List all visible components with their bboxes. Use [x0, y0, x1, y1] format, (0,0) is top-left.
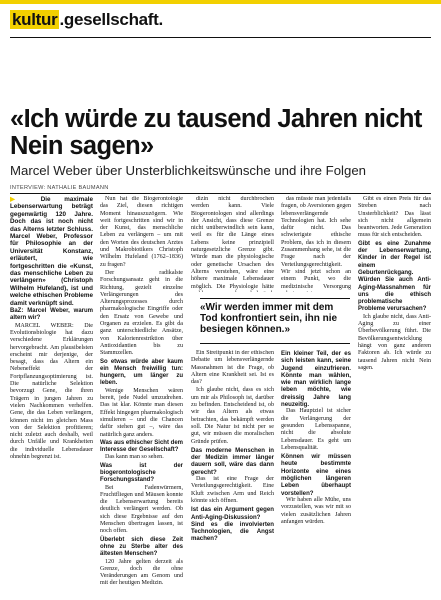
column-2	[100, 196, 183, 596]
body-paragraph: dizin nicht durchbrochen werden kann. Viele Biogerontologen sind allerdings der Ansicht, dass diese Grenze nicht unüberwindlich sein kann, weil es für die Länge eines Lebens keine prinzipiell naturgesetzliche Grenze gibt. Würde man die physiologische oder genetische Ursachen des Alterns verstehen, wäre eine höhere maximale Lebensdauer möglich. Die Physiologie hätte	[191, 196, 274, 290]
pull-quote-bottom-rule	[200, 343, 350, 344]
pull-quote-top-rule	[200, 298, 350, 299]
body-paragraph: Der radikalste Forschungsansatz geht in die Richtung, gezielt einzelne Verlängerungen des Alterungsprozesses durch pharmakologische Eingriffe oder den Ersatz von Gewebe und Organen zu erzielen. Es gibt da ganz unterschiedliche Ansätze, von Kalorienrestriktion über Antioxidantien bis zu Stammzellen.	[100, 269, 183, 357]
interview-credit: INTERVIEW: NATHALIE BAUMANN	[10, 185, 109, 191]
column-4-lower	[281, 350, 351, 596]
column-5	[358, 196, 431, 596]
intro-arrow-icon: ▶	[10, 196, 41, 203]
body-paragraph: Wir haben alle Mühe, uns vorzustellen, was wir mit so vielen zusätzlichen Jahren anfangen würden.	[281, 496, 351, 525]
credit-rule	[10, 193, 431, 194]
logo-kultur: kultur	[12, 10, 58, 29]
interview-question: Das moderne Menschen in der Medizin immer länger dauern soll, wäre das dann gerecht?	[191, 446, 274, 476]
interview-question: Gibt es eine Zunahme der Lebenserwartung, Kinder in der Regel ist einem Geburtenrückgang. Würden Sie auch Anti-Aging-Massnahmen für uns die ethisch problematische Probleme verursachen?	[358, 240, 431, 313]
pull-quote	[200, 298, 350, 344]
deck: Marcel Weber über Unsterblichkeitswünsche und ihre Folgen	[10, 163, 366, 178]
interview-question: Was aus ethischer Sicht dem Interesse der Gesellschaft?	[100, 439, 183, 454]
interview-question: BaZ: Marcel Weber, warum altern wir?	[10, 308, 93, 322]
body-paragraph: das müsste man jedenfalls fragen, ob Aversionen gegen lebensverlängernde Technologien hat. Ich sehe dafür nicht. Das schwierigste ethische Problem, das ich in diesem Zusammenhang sehe, ist die Frage nach der Verteilungsgerechtigkeit. Wir sind jetzt schon an einem Punkt, wo die medizinische Versorgung	[281, 196, 351, 290]
body-paragraph: Gibt es einen Preis für das Streben nach Unsterblichkeit? Das lässt sich nicht allgemein beantworten. Jede Generation muss für sich entscheiden.	[358, 196, 431, 239]
body-paragraph: MARCEL WEBER: Die Evolutionsbiologie hat dazu verschiedene Erklärungen hervorgebracht. Am plausibelsten erscheint mir derjenige, der besagt, dass das Altern ein Nebeneffekt der Fortpflanzungsoptimierung ist. Die natürliche Selektion bevorzugt Gene, die ihren Trägern in jungen Jahren zu vielen Nachkommen verhelfen. Gene, die das Leben verlängern, können nicht im gleichen Mass von der Selektion profitieren; nicht zuletzt auch deshalb, weil durch Unfälle und Krankheiten die individuelle Lebensdauer ohnehin begrenzt ist.	[10, 322, 93, 461]
interview-question: Überlebt sich diese Zeit ohne zu Sterbe alter des ältesten Menschen?	[100, 536, 183, 558]
body-paragraph: Ein Streitpunkt in der ethischen Debatte um lebensverlängernde Massnahmen ist die Frage, ob Altern eine Krankheit sei. Ist es das?	[191, 350, 274, 386]
body-paragraph: Das kann man so sehen.	[105, 454, 164, 461]
interview-question: Ein kleiner Teil, der es sich leisten kann, seine Jugend einzufrieren. Könnte man wählen, wie man wirklich lange leben möchte, wie dreissig Jahre lang neuzeitig.	[281, 350, 351, 409]
body-paragraph: Ich glaube nicht, dass Anti-Aging zu einer Überbevölkerung führt. Die Bevölkerungsentwicklung hängt von ganz anderen Faktoren ab. Ich würde zu tausend Jahren nicht Nein sagen.	[358, 313, 431, 371]
header-accent-bar	[0, 0, 441, 4]
column-4	[281, 196, 351, 292]
intro-paragraph: ▶ Die maximale Lebenserwartung beträgt gegenwärtig 120 Jahre. Doch das ist noch nicht das Alterns letzter Schluss. Marcel Weber, Professor für Philosophie an der Universität Konstanz, erläutert, wie fortgeschritten die «Kunst, das menschliche Leben zu verlängern» (Christoph Wilhelm Hufeland), ist und welche ethischen Probleme damit verknüpft sind.	[10, 196, 93, 307]
body-paragraph: Wenige Menschen wären bereit, jede Nudel umzudrehen. Das ist klar. Könnte man diesen Effekt hingegen pharmakologisch simulieren – und die Chancen dafür stehen gut –, wäre das natürlich ganz anders.	[100, 387, 183, 438]
interview-question: Ist das ein Argument gegen Anti-Aging-Diskussion? Sind es die involvierten Technologien, die Angst machen?	[191, 506, 274, 543]
interview-question: So etwas würde aber kaum ein Mensch freiwillig tun: hungern, um länger zu leben.	[100, 358, 183, 387]
column-3	[191, 196, 274, 292]
body-paragraph: Das ist eine Frage der Verteilungsgerechtigkeit. Eine Kluft zwischen Arm und Reich könnte sich öffnen.	[191, 476, 274, 504]
body-paragraph: 120 Jahre gelten derzeit als Grenze, doch die ohne Veränderungen am Genom und mit der heutigen Medizin.	[100, 558, 183, 587]
column-3-lower	[191, 350, 274, 596]
section-header	[0, 0, 441, 40]
body-paragraph: Bei Fadenwürmern, Fruchtfliegen und Mäusen konnte die Lebenserwartung bereits deutlich verlängert werden. Ob sich diese Ergebnisse auf den Menschen übertragen lassen, ist noch offen.	[100, 484, 183, 535]
logo-rest: .gesellschaft.	[59, 10, 163, 29]
header-rule	[10, 37, 431, 38]
interview-question: Was ist der biogerontologische Forschungsstand?	[100, 462, 183, 484]
section-logo	[10, 10, 163, 30]
body-paragraph: Ich glaube nicht, dass es sich um mir als Philosoph ist, darüber zu befinden. Entscheidend ist, ob wir das Altern als etwas betrachten, das bekämpft werden soll. Die Natur ist nicht per se gut, wir müssen die moralischen Gründe prüfen.	[191, 387, 274, 445]
column-1	[10, 196, 93, 596]
interview-question: Können wir müssen heute bestimmte Horizonte eine eines möglichen längeren Leben überhaupt vorstellen?	[281, 453, 351, 497]
body-paragraph: Das Hauptziel ist sicher die Verlängerung der gesunden Lebensspanne, nicht die absolute Lebensdauer. Es geht um Lebensqualität.	[281, 408, 351, 451]
pull-quote-text: «Wir werden immer mit dem Tod konfrontiert sein, ihn nie besiegen können.»	[200, 302, 338, 335]
headline: «Ich würde zu tausend Jahren nicht Nein sagen»	[10, 105, 422, 160]
body-paragraph: Nun hat die Biogerontologie das Ziel, diesen richtigen Moment hinauszuzögern. Wie weit fortgeschritten sind wir in der Kunst, das menschliche Leben zu verlängern – um mit den Worten des deutschen Arztes und Makrobiotikers Christoph Wilhelm Hufeland (1762–1836) zu fragen?	[100, 196, 183, 268]
